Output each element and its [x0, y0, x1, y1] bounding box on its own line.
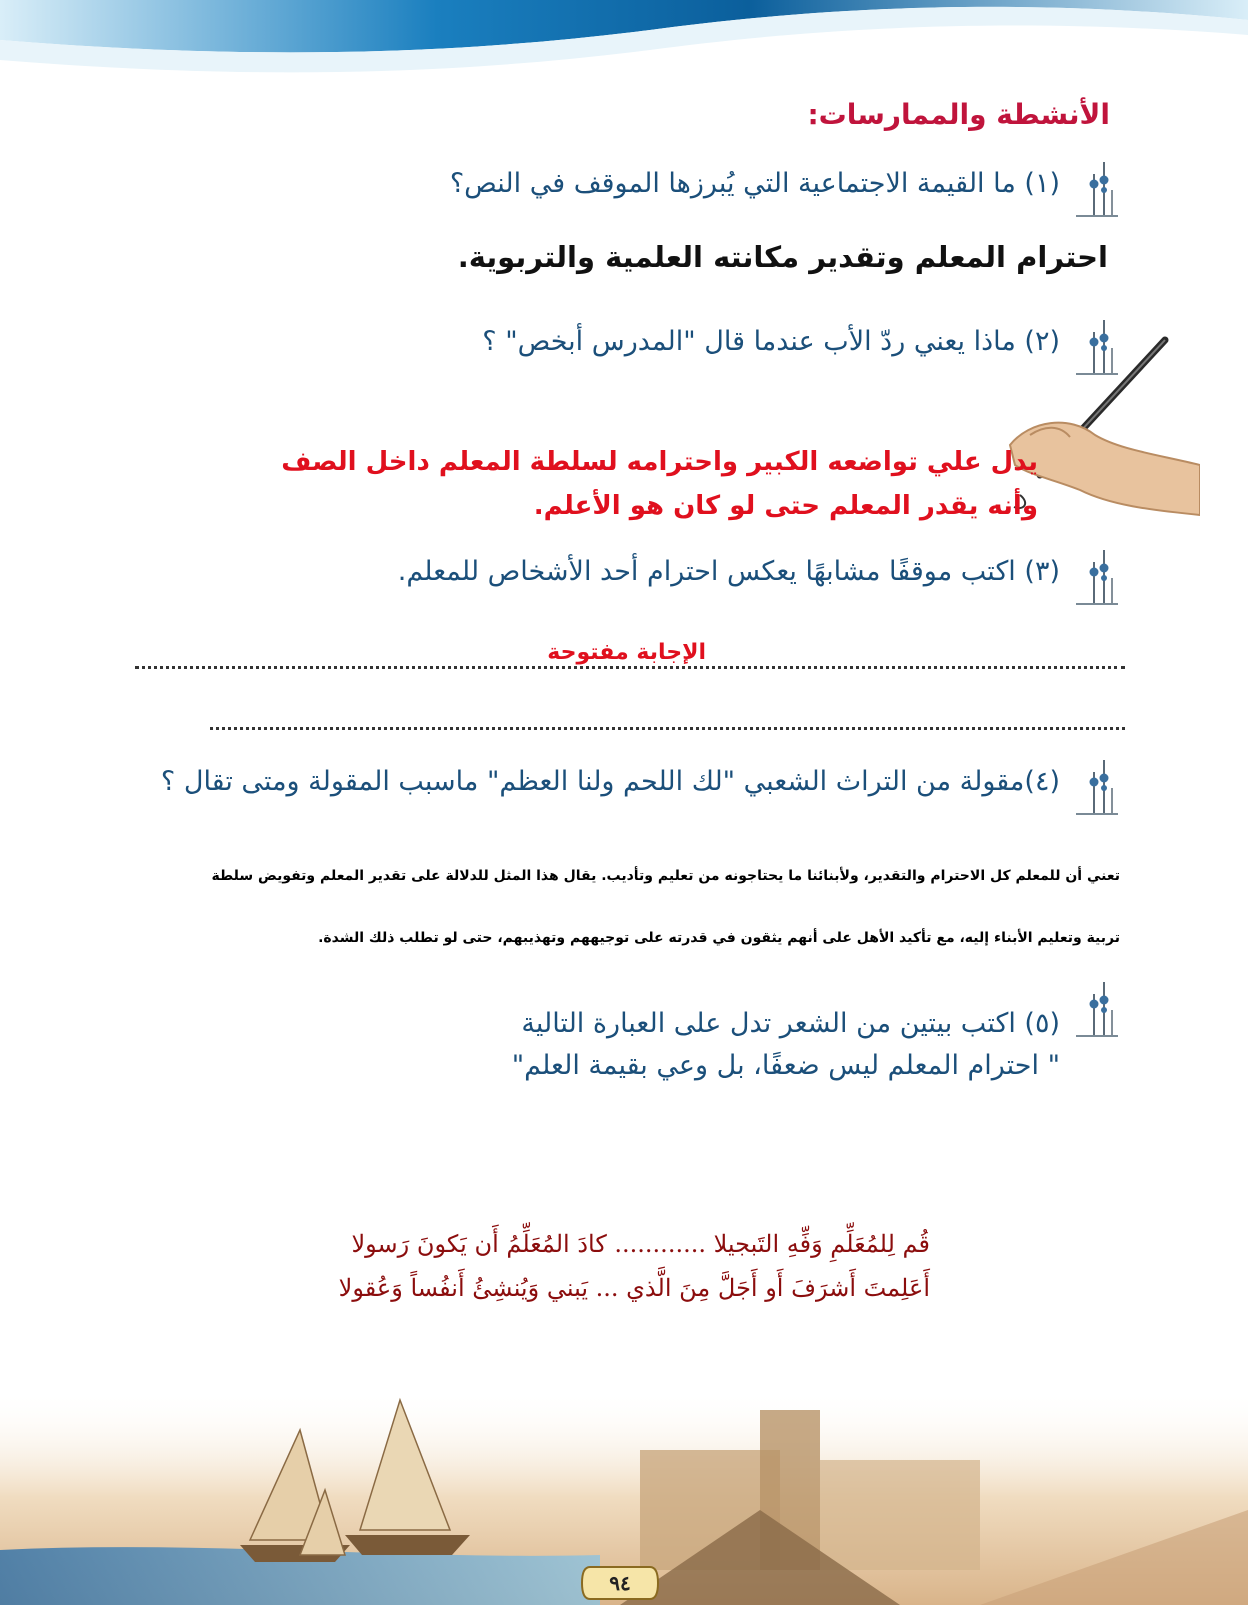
answer-2: يدل علي تواضعه الكبير واحترامه لسلطة المعلم داخل الصف وأنه يقدر المعلم حتى لو كان هو الأعلم.: [281, 447, 1038, 521]
question-1-text: (١) ما القيمة الاجتماعية التي يُبرزها الموقف في النص؟: [449, 168, 1060, 199]
kuwait-towers-icon: [1074, 160, 1118, 220]
answer-line-2[interactable]: [210, 725, 1125, 730]
page-number: ٩٤: [609, 1571, 631, 1595]
question-5: [118, 980, 1118, 1090]
poem-line-1: قُم لِلمُعَلِّمِ وَفِّهِ التَبجيلا ............ كادَ المُعَلِّمُ أَن يَكونَ رَسولا: [351, 1230, 930, 1258]
answer-4-line-1: تعني أن للمعلم كل الاحترام والتقدير، ولأبنائنا ما يحتاجونه من تعليم وتأديب. يقال هذا المثل للدلالة على تقدير المعلم وتفويض سلطة: [211, 868, 1120, 884]
question-3-text: (٣) اكتب موقفًا مشابهًا يعكس احترام أحد الأشخاص للمعلم.: [397, 556, 1060, 587]
poem-line-2: أَعَلِمتَ أَشرَفَ أَو أَجَلَّ مِنَ الَّذي ... يَبني وَيُنشِئُ أَنفُساً وَعُقولا: [338, 1274, 930, 1302]
question-2-text: (٢) ماذا يعني ردّ الأب عندما قال "المدرس أبخص" ؟: [482, 326, 1060, 357]
question-3: [118, 548, 1118, 608]
section-title: الأنشطة والممارسات:: [807, 98, 1110, 131]
question-5-quote: " احترام المعلم ليس ضعفًا، بل وعي بقيمة العلم": [511, 1050, 1060, 1081]
answer-4-line-2: تربية وتعليم الأبناء إليه، مع تأكيد الأهل على أنهم يثقون في قدرته على توجيههم وتهذيبهم، حتى لو تطلب ذلك الشدة.: [318, 930, 1120, 946]
question-5-text: (٥) اكتب بيتين من الشعر تدل على العبارة التالية: [521, 1008, 1060, 1039]
kuwait-towers-icon: [1074, 758, 1118, 818]
question-4: [118, 758, 1118, 818]
question-2: [118, 318, 1118, 378]
question-4-text: (٤)مقولة من التراث الشعبي "لك اللحم ولنا العظم" ماسبب المقولة ومتى تقال ؟: [160, 766, 1060, 797]
answer-1: احترام المعلم وتقدير مكانته العلمية والتربوية.: [457, 240, 1108, 274]
top-wave-decoration: [0, 0, 1248, 110]
question-1: [118, 160, 1118, 220]
answer-3: الإجابة مفتوحة: [547, 640, 706, 665]
kuwait-towers-icon: [1074, 548, 1118, 608]
kuwait-towers-icon: [1074, 980, 1118, 1040]
